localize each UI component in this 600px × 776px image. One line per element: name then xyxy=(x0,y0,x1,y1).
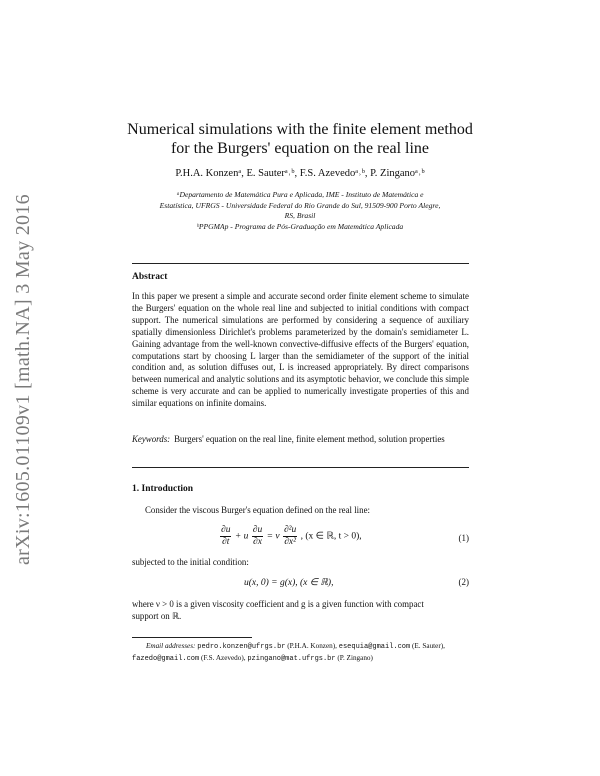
affiliations xyxy=(128,190,472,232)
footnote-rule xyxy=(132,637,252,638)
abstract-heading: Abstract xyxy=(132,272,168,282)
footnote-label: Email addresses: xyxy=(146,642,196,650)
affiliation-a-line-1: ᵃDepartamento de Matemática Pura e Aplicada, IME - Instituto de Matemática e xyxy=(176,190,424,199)
email-footnote xyxy=(132,641,469,664)
arxiv-stamp: arXiv:1605.01109v1 [math.NA] 3 May 2016 xyxy=(12,194,34,565)
intro-paragraph-3 xyxy=(132,599,469,623)
name-sauter: (E. Sauter), xyxy=(410,642,445,650)
eq1-equals-nu: = ν xyxy=(266,531,280,542)
abstract-bottom-rule xyxy=(132,467,469,468)
name-konzen: (P.H.A. Konzen), xyxy=(285,642,339,650)
equation-2-number: (2) xyxy=(458,577,469,587)
eq1-frac-du-dt: $\frac{\partial u}{\partial t}$ xyxy=(221,525,231,547)
intro-paragraph-1: Consider the viscous Burger's equation defined on the real line: xyxy=(145,505,370,515)
section-heading-introduction: 1. Introduction xyxy=(132,484,194,494)
abstract-text: In this paper we present a simple and accurate second order finite element scheme to simulate the Burgers' equation on the whole real line and subjected to initial conditions with compact support. The numerical simulations are performed by considering a sequence of auxiliary spatially dimensionless Dirichlet's problems parameterized by the domain's semidiameter L. Gaining advantage from the well-known convective-diffusive effects of the Burgers' equation, computations start by choosing L larger than the semidiameter of the support of the initial condition and, as solution diffuses out, L is increased appropriately. By direct comparisons between numerical and analytic solutions and its asymptotic behavior, we conclude this simple scheme is very accurate and can be applied to numerically investigate properties of this and similar equations on infinite domains. xyxy=(132,291,469,409)
author-list: P.H.A. Konzenᵃ, E. Sauterᵃ˒ᵇ, F.S. Azevedoᵃ˒ᵇ, P. Zinganoᵃ˒ᵇ xyxy=(175,168,425,179)
email-sauter[interactable]: esequia@gmail.com xyxy=(338,643,411,651)
intro-paragraph-3-line-1: where ν > 0 is a given viscosity coefficient and g is a given function with compact xyxy=(132,599,424,609)
equation-1 xyxy=(219,525,362,548)
title-line-2: for the Burgers' equation on the real line xyxy=(170,140,430,157)
keywords xyxy=(132,434,469,446)
affiliation-a-line-2: Estatística, UFRGS - Universidade Federal do Rio Grande do Sul, 91509-900 Porto Alegre, xyxy=(159,200,441,210)
eq1-condition: , (x ∈ ℝ, t > 0), xyxy=(300,531,362,542)
affiliation-b: ᵇPPGMAp - Programa de Pós-Graduação em Matemática Aplicada xyxy=(196,221,404,231)
equation-2: u(x, 0) = g(x), (x ∈ ℝ), xyxy=(244,578,334,588)
keywords-list: Burgers' equation on the real line, finite element method, solution properties xyxy=(174,434,445,444)
title-line-1: Numerical simulations with the finite element method xyxy=(127,121,473,138)
affiliation-a-line-3: RS, Brasil xyxy=(284,211,316,220)
intro-paragraph-2: subjected to the initial condition: xyxy=(132,557,249,567)
name-zingano: (P. Zingano) xyxy=(335,653,373,662)
equation-1-number: (1) xyxy=(458,533,469,543)
intro-paragraph-3-line-2: support on ℝ. xyxy=(132,610,182,621)
name-azevedo: (F.S. Azevedo), xyxy=(199,653,248,662)
eq1-frac-d2u-dx2: $\frac{\text{∂²u}}{\text{∂x²}}$ xyxy=(283,525,297,547)
abstract-top-rule xyxy=(132,263,469,264)
eq1-plus-u: + u xyxy=(234,531,249,542)
paper-title xyxy=(100,120,500,158)
email-azevedo[interactable]: fazedo@gmail.com xyxy=(132,654,200,663)
keywords-label: Keywords: xyxy=(132,434,171,444)
email-zingano[interactable]: pzingano@mat.ufrgs.br xyxy=(247,654,336,663)
email-konzen[interactable]: pedro.konzen@ufrgs.br xyxy=(197,643,286,651)
eq1-frac-du-dx: $\frac{\partial u}{\partial x}$ xyxy=(252,525,263,547)
